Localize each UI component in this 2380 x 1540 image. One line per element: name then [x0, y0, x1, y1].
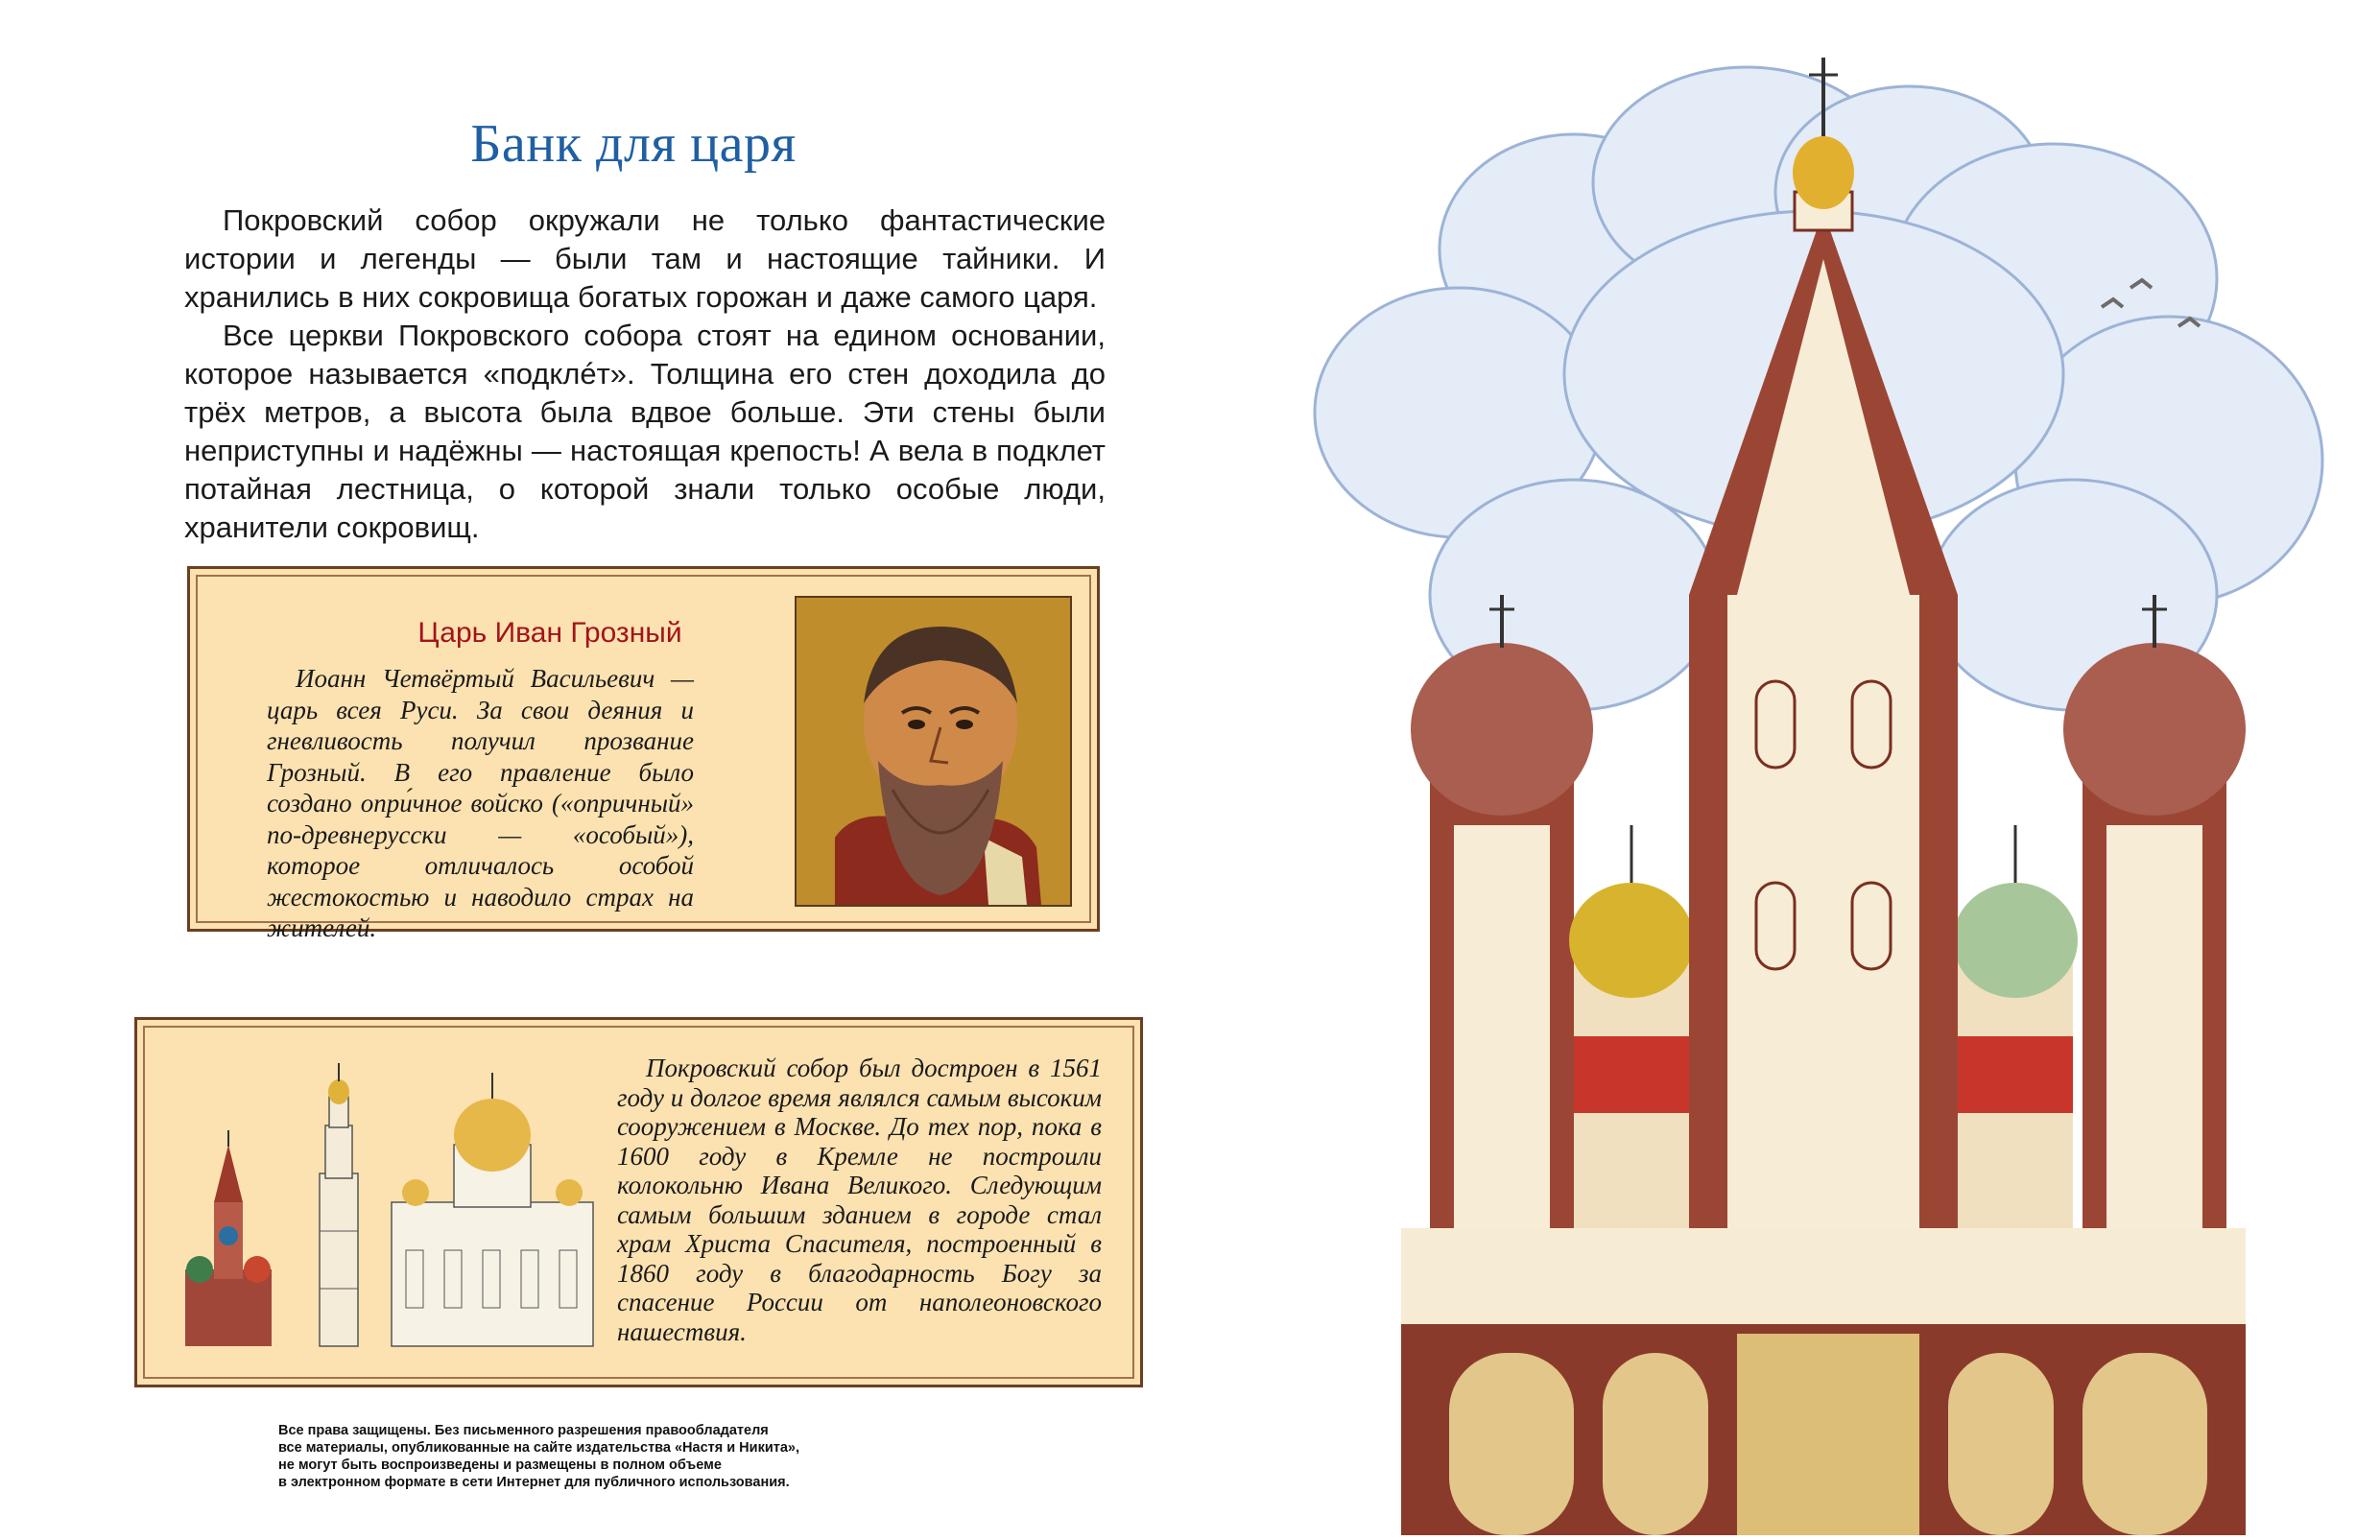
buildings-comparison-illustration [156, 1039, 607, 1365]
tsar-info-card [187, 566, 1100, 942]
tsar-portrait-image [795, 596, 1072, 907]
card-paragraph: Иоанн Четвёртый Васильевич — царь всея Руси. За свои деяния и гневливость получил прозвание Грозный. В его правление было создано опри́чное войско («опричный» по-древнерусски — «особый»), которое отличалось особой жестокостью и наводило страх на жителей. [267, 664, 694, 942]
copyright-line: не могут быть воспроизведены и размещены в полном объеме [278, 1457, 722, 1473]
comparison-card [134, 1017, 1143, 1387]
copyright-line: Все права защищены. Без письменного разрешения правообладателя [278, 1423, 769, 1438]
copyright-line: все материалы, опубликованные на сайте издательства «Настя и Никита», [278, 1440, 799, 1456]
cathedral-cross-section-illustration [1286, 58, 2351, 1535]
christ-the-savior-cathedral-icon [392, 1073, 593, 1346]
comparison-paragraph: Покровский собор был достроен в 1561 году и долгое время являлся самым высоким сооружением в Москве. До тех пор, пока в 1600 году в Кремле не построили колокольню Ивана Великого. Следующим самым большим зданием в городе стал храм Христа Спасителя, построенный в 1860 году в благодарность Богу за спасение России от наполеоновского нашествия. [617, 1054, 1102, 1346]
cathedral-base-wall [1401, 1228, 2246, 1535]
paragraph-1: Покровский собор окружали не только фантастические истории и легенды — были там и настоящие тайники. И хранились в них сокровища богатых горожан и даже самого царя. [184, 203, 1106, 314]
paragraph-2: Все церкви Покровского собора стоят на едином основании, которое называется «подклéт». Толщина его стен доходила до трёх метров, а высота была вдвое больше. Эти стены были неприступны и надёжны — настоящая крепость! А вела в подклет потайная лестница, о которой знали только особые люди, хранители сокровищ. [184, 319, 1106, 544]
yellow-dome [1569, 825, 1694, 1228]
copyright-line: в электронном формате в сети Интернет для публичного использования. [278, 1475, 790, 1490]
card-title: Царь Иван Грозный [417, 617, 682, 649]
comparison-text [617, 1054, 1102, 1346]
ivan-the-great-bell-tower-icon [320, 1063, 358, 1346]
copyright-notice [278, 1422, 892, 1491]
card-text [267, 663, 694, 944]
page-title: Банк для царя [470, 114, 797, 174]
left-dome-tower [1411, 595, 1593, 1228]
right-dome-tower [2063, 595, 2246, 1228]
green-dome [1953, 825, 2078, 1228]
pokrovsky-cathedral-small-icon [185, 1130, 272, 1346]
main-text [184, 201, 1106, 547]
